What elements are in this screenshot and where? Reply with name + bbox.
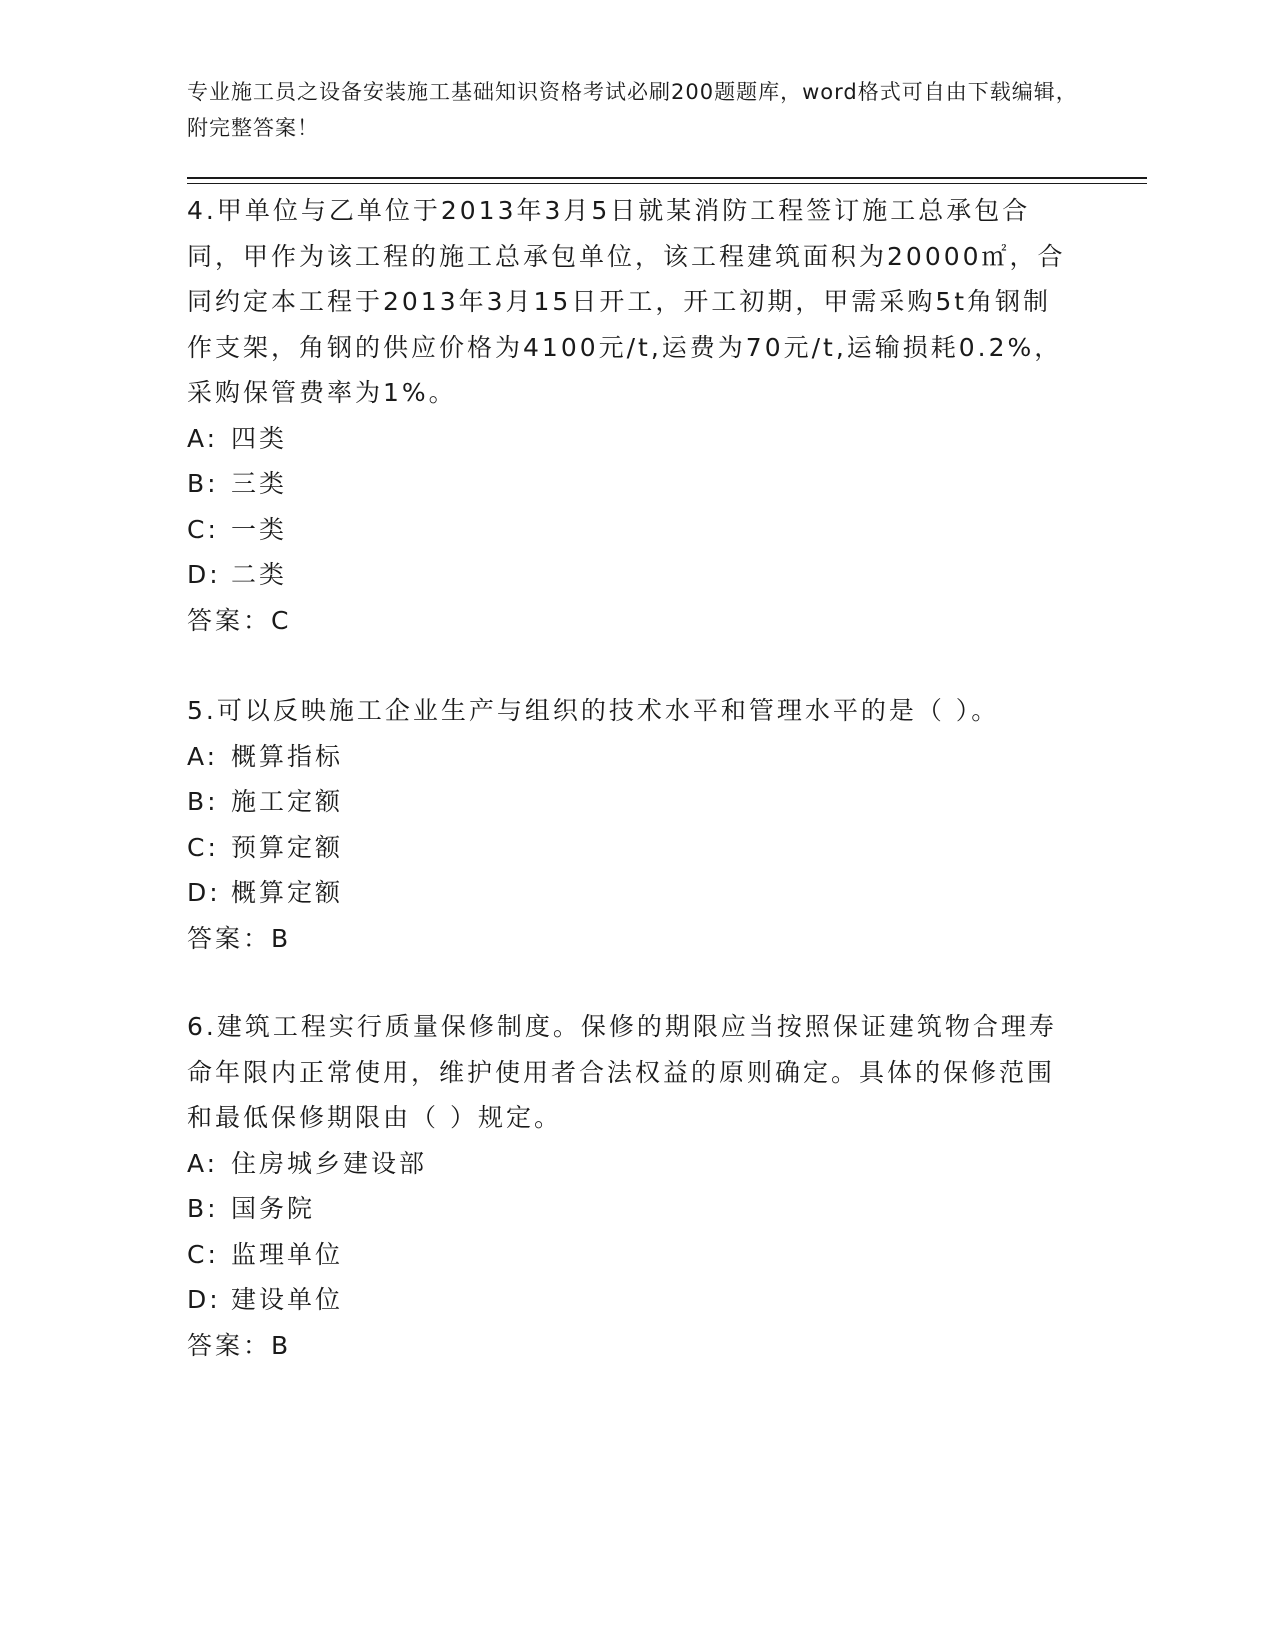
answer-line: 答案：C (187, 605, 292, 635)
question-stem: 5.可以反映施工企业生产与组织的技术水平和管理水平的是（ ）。 (187, 696, 1000, 725)
option-d (187, 1277, 1067, 1323)
option-key: B: (187, 787, 219, 816)
question-4 (187, 188, 1067, 643)
question-5 (187, 688, 1067, 961)
option-text: 预算定额 (231, 832, 344, 862)
question-stem: 6.建筑工程实行质量保修制度。保修的期限应当按照保证建筑物合理寿命年限内正常使用，维护使用者合法权益的原则确定。具体的保修范围和最低保修期限由（ ）规定。 (187, 1012, 1057, 1132)
option-text: 三类 (231, 469, 288, 498)
option-key: B: (187, 469, 219, 498)
option-c (187, 825, 1067, 871)
option-c (187, 507, 1067, 553)
answer-line: 答案：B (187, 923, 292, 953)
option-key: B: (187, 1194, 219, 1223)
option-b (187, 1186, 1067, 1232)
option-key: D: (187, 878, 221, 907)
option-text: 一类 (231, 514, 288, 544)
option-d (187, 870, 1067, 916)
option-text: 概算定额 (231, 878, 344, 907)
option-key: A: (187, 1148, 219, 1178)
option-key: A: (187, 423, 219, 453)
option-text: 四类 (231, 423, 288, 453)
option-b (187, 779, 1067, 825)
option-key: C: (187, 514, 219, 544)
option-text: 施工定额 (231, 787, 344, 816)
option-text: 监理单位 (231, 1239, 344, 1269)
option-key: D: (187, 560, 221, 589)
header-divider-thick (187, 177, 1147, 179)
option-key: C: (187, 832, 219, 862)
header-divider-thin (187, 183, 1147, 184)
question-stem: 4.甲单位与乙单位于2013年3月5日就某消防工程签订施工总承包合同，甲作为该工程的施工总承包单位，该工程建筑面积为20000㎡，合同约定本工程于2013年3月15日开工，开工初期，甲需采购5t角钢制作支架，角钢的供应价格为4100元/t,运费为70元/t,运输损耗0.2%，采购保管费率为1%。 (187, 196, 1066, 407)
document-header-title: 专业施工员之设备安装施工基础知识资格考试必刷200题题库，word格式可自由下载编辑，附完整答案！ (187, 80, 1078, 140)
option-key: A: (187, 741, 219, 771)
option-text: 建设单位 (231, 1285, 344, 1314)
option-d (187, 552, 1067, 598)
option-a (187, 416, 1067, 462)
option-b (187, 461, 1067, 507)
option-text: 二类 (231, 560, 288, 589)
option-key: D: (187, 1285, 221, 1314)
option-text: 住房城乡建设部 (231, 1148, 428, 1178)
option-a (187, 734, 1067, 780)
question-6 (187, 1004, 1067, 1368)
option-a (187, 1141, 1067, 1187)
option-text: 概算指标 (231, 741, 344, 771)
answer-line: 答案：B (187, 1330, 292, 1360)
option-text: 国务院 (231, 1194, 316, 1223)
option-key: C: (187, 1239, 219, 1269)
option-c (187, 1232, 1067, 1278)
